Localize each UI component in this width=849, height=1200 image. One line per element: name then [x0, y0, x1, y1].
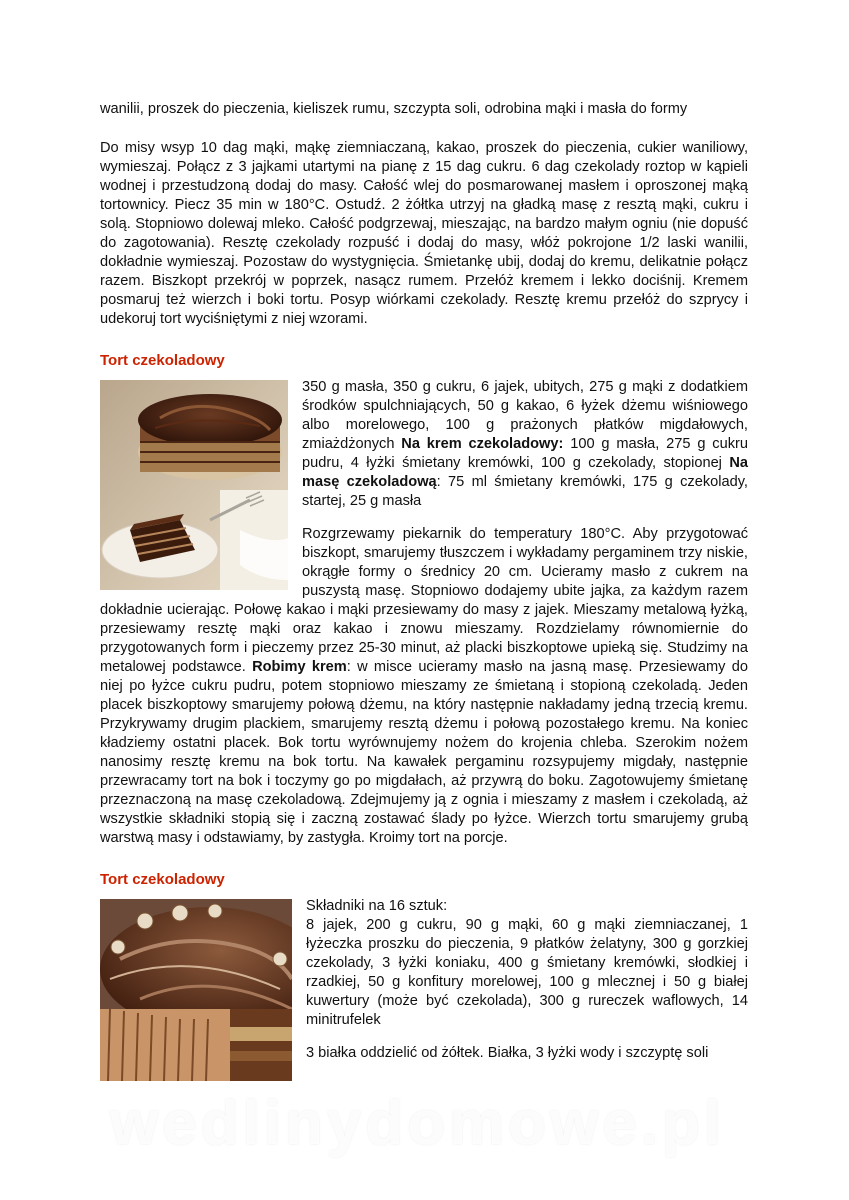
recipe1-mass-ingredients: : 75 ml śmietany kremówki, 175 g czekolady, startej, 25 g masła [302, 474, 748, 509]
recipe-section-2 [100, 870, 748, 1063]
cream-heading: Na krem czekoladowy: [401, 436, 564, 452]
recipe-section-1 [100, 351, 748, 848]
chocolate-cake-photo-1 [100, 380, 288, 590]
recipe2-method: 3 białka oddzielić od żółtek. Białka, 3 łyżki wody i szczyptę soli [306, 1045, 709, 1061]
recipe1-method-part2: : w misce ucieramy masło na jasną masę. Przesiewamy do niej po łyżce cukru pudru, potem stopniowo mieszamy ze śmietaną i stopioną czekoladą. Jeden placek biszkoptowy smarujemy połową dżemu, na który następnie nakładamy jedną trzecią kremu. Przykrywamy drugim plackiem, smarujemy resztą dżemu i połową pozostałego kremu. Na koniec kładziemy ostatni placek. Bok tortu wyrównujemy nożem do krojenia chleba. Szerokim nożem nanosimy resztę kremu na bok tortu. Na kawałek pergaminu rozsypujemy migdały, następnie przewracamy tort na bok i toczymy go po migdałach, aż przywrą do boku. Zagotowujemy śmietanę przeznaczoną na masę czekoladową. Zdejmujemy ją z ognia i mieszamy z masłem i czekoladą, aż wszystkie składniki stopią się i zaczną zostawać ślady po łyżce. Wierzch tortu smarujemy grubą warstwą masy i odstawiamy, by zastygła. Kroimy tort na porcje. [100, 659, 748, 846]
intro-first-line: wanilii, proszek do pieczenia, kieliszek rumu, szczypta soli, odrobina mąki i masła do formy [100, 101, 688, 117]
mass-heading: Na masę czekoladową [302, 455, 748, 490]
recipe2-ingredients: 8 jajek, 200 g cukru, 90 g mąki, 60 g mąki ziemniaczanej, 1 łyżeczka proszku do pieczenia, 9 płatków żelatyny, 300 g gorzkiej czekolady, 3 łyżki koniaku, 400 g śmietany kremówki, słodkiej i rzadkiej, 50 g konfitury morelowej, 100 g mlecznej i 50 g białej kuwertury (może być czekolada), 300 g rureczek waflowych, 14 minitrufelek [306, 917, 748, 1028]
cream-step-heading: Robimy krem [252, 659, 347, 675]
recipe-title-2: Tort czekoladowy [100, 871, 225, 888]
intro-paragraph: Do misy wsyp 10 dag mąki, mąkę ziemniaczaną, kakao, proszek do pieczenia, cukier waniliowy, wymieszaj. Połącz z 3 jajkami utartymi na pianę z 15 dag cukru. 6 dag czekolady roztop w kąpieli wodnej i przestudzoną dodaj do masy. Całość wlej do posmarowanej masłem i oproszonej mąką tortownicy. Piecz 35 min w 180°C. Ostudź. 2 żółtka utrzyj na gładką masę z resztą mąki, cukru i solą. Stopniowo dolewaj mleko. Całość podgrzewaj, mieszając, na bardzo małym ogniu (nie dopuść do zagotowania). Resztę czekolady rozpuść i dodaj do masy, włóż pokrojone 1/2 laski wanilii, dokładnie wymieszaj. Pozostaw do wystygnięcia. Śmietankę ubij, dodaj do kremu, delikatnie połącz razem. Biszkopt przekrój w poprzek, nasącz rumem. Przełóż kremem i lekko dociśnij. Kremem posmaruj też wierzch i boki tortu. Posyp wiórkami czekolady. Resztę kremu przełóż do szprycy i udekoruj tort wyciśniętymi z niej wzorami. [100, 140, 748, 327]
recipe2-servings: Składniki na 16 sztuk: [306, 898, 448, 914]
chocolate-cake-photo-2 [100, 899, 292, 1081]
recipe1-method-part1: Rozgrzewamy piekarnik do temperatury 180°C. Aby przygotować biszkopt, smarujemy tłuszczem i wykładamy pergaminem trzy niskie, okrągłe formy o średnicy 20 cm. Ucieramy masło z cukrem na puszystą masę. Stopniowo dodajemy ubite jajka, za każdym razem dokładnie ucierając. Połowę kakao i mąki przesiewamy do masy z jajek. Mieszamy metalową łyżką, przesiewamy resztę mąki oraz kakao i znowu mieszamy. Rozdzielamy równomiernie do przygotowanych form i pieczemy przez 25-30 minut, aż placki biszkoptowe upieką się. Studzimy na metalowej podstawce. [100, 526, 748, 675]
document-page [100, 100, 748, 1085]
watermark-text: wedlinydomowe.pl [110, 1089, 726, 1158]
recipe-title-1: Tort czekoladowy [100, 352, 225, 369]
recipe1-ingredients-base: 350 g masła, 350 g cukru, 6 jajek, ubitych, 275 g mąki z dodatkiem środków spulchniających, 50 g kakao, 6 łyżek dżemu wiśniowego albo morelowego, 100 g prażonych płatków migdałowych, zmiażdżonych [302, 379, 748, 452]
recipe1-cream-ingredients: 100 g masła, 275 g cukru pudru, 4 łyżki śmietany kremówki, 100 g czekolady, stopionej [302, 436, 748, 471]
